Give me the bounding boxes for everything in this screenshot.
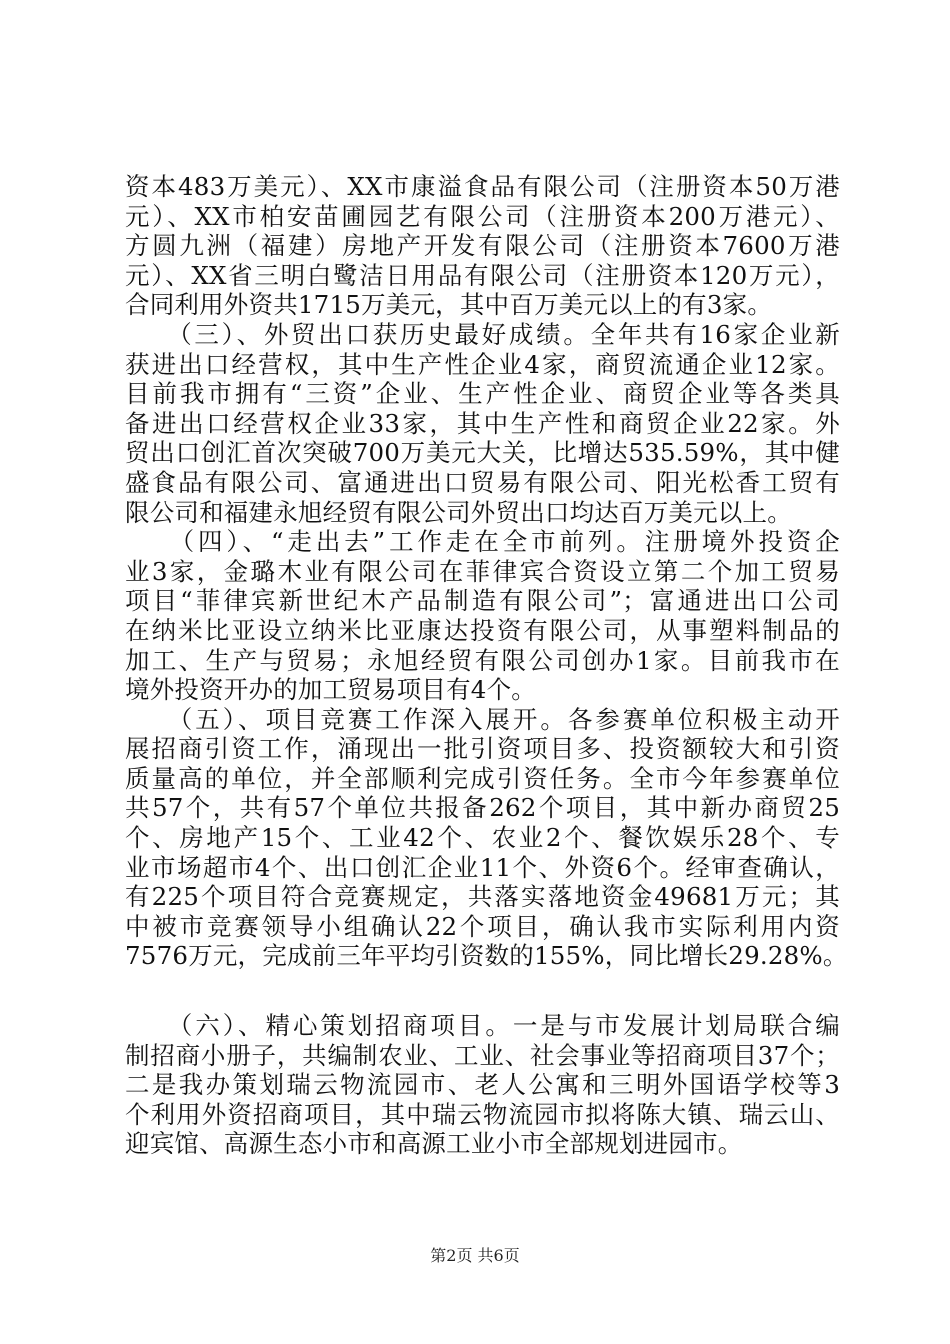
paragraph-spacer <box>125 971 840 1011</box>
paragraph-section-5 <box>125 704 848 971</box>
text-line: 项目“菲律宾新世纪木产品制造有限公司”；富通进出口公司 <box>125 586 840 616</box>
text-line: 7576万元，完成前三年平均引资数的155%，同比增长29.28%。 <box>125 941 848 971</box>
text-line: 中被市竞赛领导小组确认22个项目，确认我市实际利用内资 <box>125 911 840 941</box>
paragraph-section-6 <box>125 1011 840 1159</box>
text-line: 业市场超市4个、出口创汇企业11个、外资6个。经审查确认， <box>125 852 840 882</box>
text-line: 元）、XX市柏安苗圃园艺有限公司（注册资本200万港元）、 <box>125 201 840 231</box>
text-line: 限公司和福建永旭经贸有限公司外贸出口均达百万美元以上。 <box>125 497 792 527</box>
document-body <box>125 172 848 1159</box>
text-line: 个利用外资招商项目，其中瑞云物流园市拟将陈大镇、瑞云山、 <box>125 1099 840 1129</box>
text-line: 盛食品有限公司、富通进出口贸易有限公司、阳光松香工贸有 <box>125 467 840 497</box>
text-line: （三）、外贸出口获历史最好成绩。全年共有16家企业新 <box>125 319 840 349</box>
text-line: 合同利用外资共1715万美元，其中百万美元以上的有3家。 <box>125 290 773 320</box>
text-line: （六）、精心策划招商项目。一是与市发展计划局联合编 <box>125 1011 840 1041</box>
text-line: 个、房地产15个、工业42个、农业2个、餐饮娱乐28个、专 <box>125 823 840 853</box>
paragraph-continued <box>125 172 840 320</box>
text-line: 二是我办策划瑞云物流园市、老人公寓和三明外国语学校等3 <box>125 1070 840 1100</box>
text-line: 展招商引资工作，涌现出一批引资项目多、投资额较大和引资 <box>125 734 840 764</box>
text-line: 业3家，金璐木业有限公司在菲律宾合资设立第二个加工贸易 <box>125 556 840 586</box>
text-line: 在纳米比亚设立纳米比亚康达投资有限公司，从事塑料制品的 <box>125 615 840 645</box>
text-line: （四）、“走出去”工作走在全市前列。注册境外投资企 <box>125 527 840 557</box>
text-line: 境外投资开办的加工贸易项目有4个。 <box>125 675 536 705</box>
text-line: 共57个，共有57个单位共报备262个项目，其中新办商贸25 <box>125 793 840 823</box>
text-line: 获进出口经营权，其中生产性企业4家，商贸流通企业12家。 <box>125 349 840 379</box>
text-line: 元）、XX省三明白鹭洁日用品有限公司（注册资本120万元）， <box>125 260 840 290</box>
text-line: 质量高的单位，并全部顺利完成引资任务。全市今年参赛单位 <box>125 763 840 793</box>
paragraph-section-3 <box>125 320 840 527</box>
text-line: 有225个项目符合竞赛规定，共落实落地资金49681万元；其 <box>125 882 840 912</box>
paragraph-section-4 <box>125 527 840 705</box>
text-line: （五）、项目竞赛工作深入展开。各参赛单位积极主动开 <box>125 704 840 734</box>
text-line: 加工、生产与贸易；永旭经贸有限公司创办1家。目前我市在 <box>125 645 840 675</box>
text-line: 方圆九洲（福建）房地产开发有限公司（注册资本7600万港 <box>125 231 840 261</box>
text-line: 备进出口经营权企业33家，其中生产性和商贸企业22家。外 <box>125 408 840 438</box>
text-line: 迎宾馆、高源生态小市和高源工业小市全部规划进园市。 <box>125 1129 743 1159</box>
text-line: 贸出口创汇首次突破700万美元大关，比增达535.59%，其中健 <box>125 438 840 468</box>
text-line: 资本483万美元）、XX市康溢食品有限公司（注册资本50万港 <box>125 172 840 201</box>
text-line: 制招商小册子，共编制农业、工业、社会事业等招商项目37个； <box>125 1040 840 1070</box>
page-number-footer: 第2页 共6页 <box>430 1246 520 1265</box>
text-line: 目前我市拥有“三资”企业、生产性企业、商贸企业等各类具 <box>125 379 840 409</box>
